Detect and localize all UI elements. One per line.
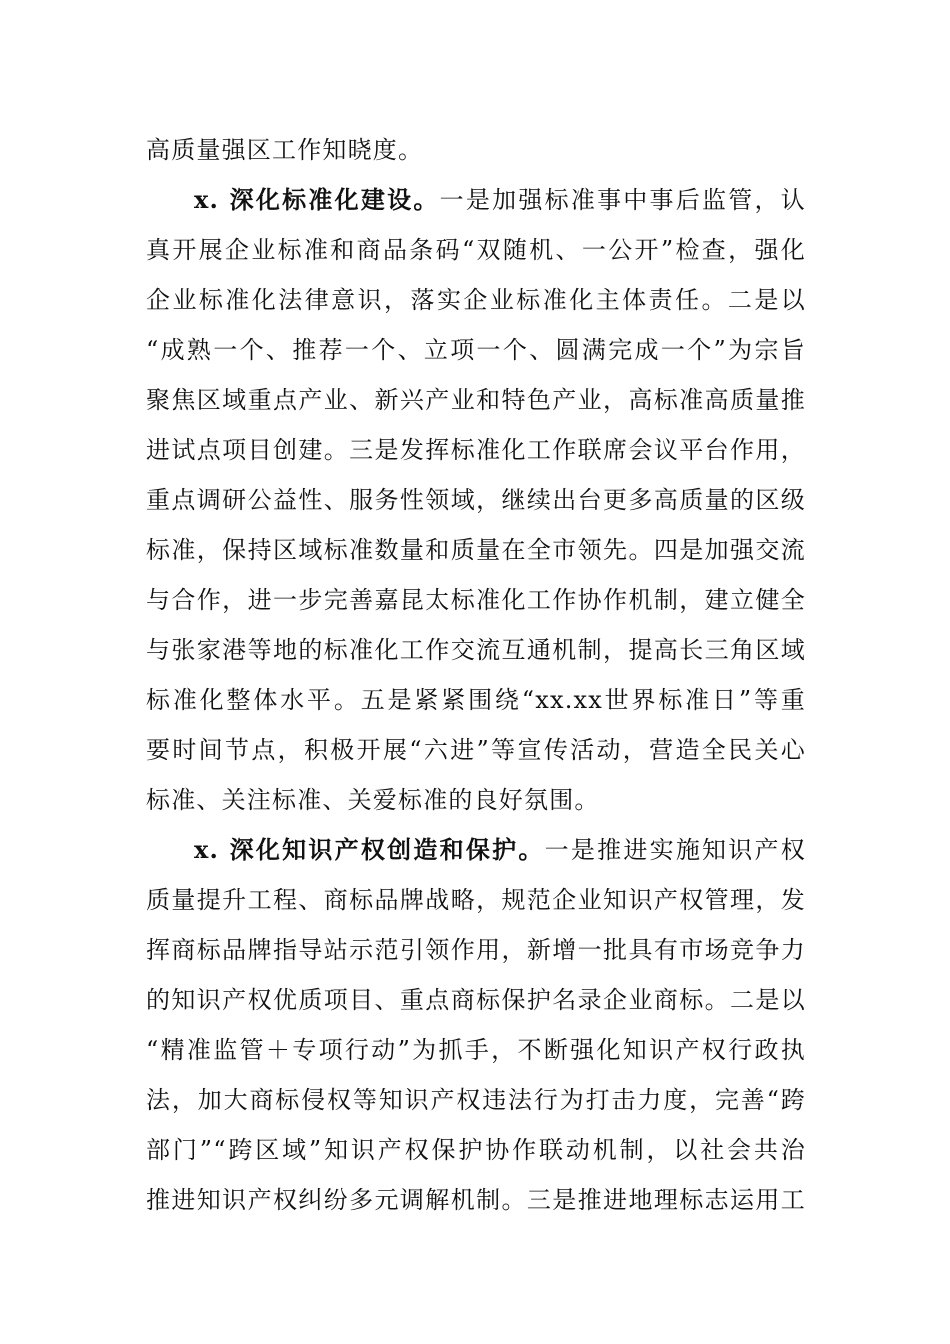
text-line: 标准化整体水平。五是紧紧围绕“xx.xx世界标准日”等重	[146, 686, 806, 714]
text-line: 挥商标品牌指导站示范引领作用，新增一批具有市场竞争力	[146, 936, 806, 964]
text-line: “成熟一个、推荐一个、立项一个、圆满完成一个”为宗旨	[146, 336, 806, 364]
text-line: 质量提升工程、商标品牌战略，规范企业知识产权管理，发	[146, 886, 806, 914]
text-line: 推进知识产权纠纷多元调解机制。三是推进地理标志运用工	[146, 1186, 806, 1214]
text-line: 标准、关注标准、关爱标准的良好氛围。	[146, 786, 600, 814]
text-line: 法，加大商标侵权等知识产权违法行为打击力度，完善“跨	[146, 1086, 806, 1114]
text-line: 的知识产权优质项目、重点商标保护名录企业商标。二是以	[146, 986, 806, 1014]
text-line: 标准，保持区域标准数量和质量在全市领先。四是加强交流	[146, 536, 806, 564]
text-line: 高质量强区工作知晓度。	[146, 136, 424, 164]
text-line: 与张家港等地的标准化工作交流互通机制，提高长三角区域	[146, 636, 806, 664]
text-line: “精准监管＋专项行动”为抓手，不断强化知识产权行政执	[146, 1036, 806, 1064]
text-line: 与合作，进一步完善嘉昆太标准化工作协作机制，建立健全	[146, 586, 806, 614]
text-line: 要时间节点，积极开展“六进”等宣传活动，营造全民关心	[146, 736, 806, 764]
text-line: 重点调研公益性、服务性领域，继续出台更多高质量的区级	[146, 486, 806, 514]
text-line: 真开展企业标准和商品条码“双随机、一公开”检查，强化	[146, 236, 806, 264]
section-heading-line: x. 深化标准化建设。一是加强标准事中事后监管，认	[194, 185, 806, 214]
text-line: 部门”“跨区域”知识产权保护协作联动机制，以社会共治	[146, 1136, 806, 1164]
section-heading-standardization: x. 深化标准化建设。	[194, 185, 440, 214]
section-heading-line: x. 深化知识产权创造和保护。一是推进实施知识产权	[194, 835, 806, 864]
section-heading-ip: x. 深化知识产权创造和保护。	[194, 835, 545, 864]
text-line: 进试点项目创建。三是发挥标准化工作联席会议平台作用，	[146, 436, 806, 464]
text-line: 聚焦区域重点产业、新兴产业和特色产业，高标准高质量推	[146, 386, 806, 414]
text-line: 企业标准化法律意识，落实企业标准化主体责任。二是以	[146, 286, 806, 314]
